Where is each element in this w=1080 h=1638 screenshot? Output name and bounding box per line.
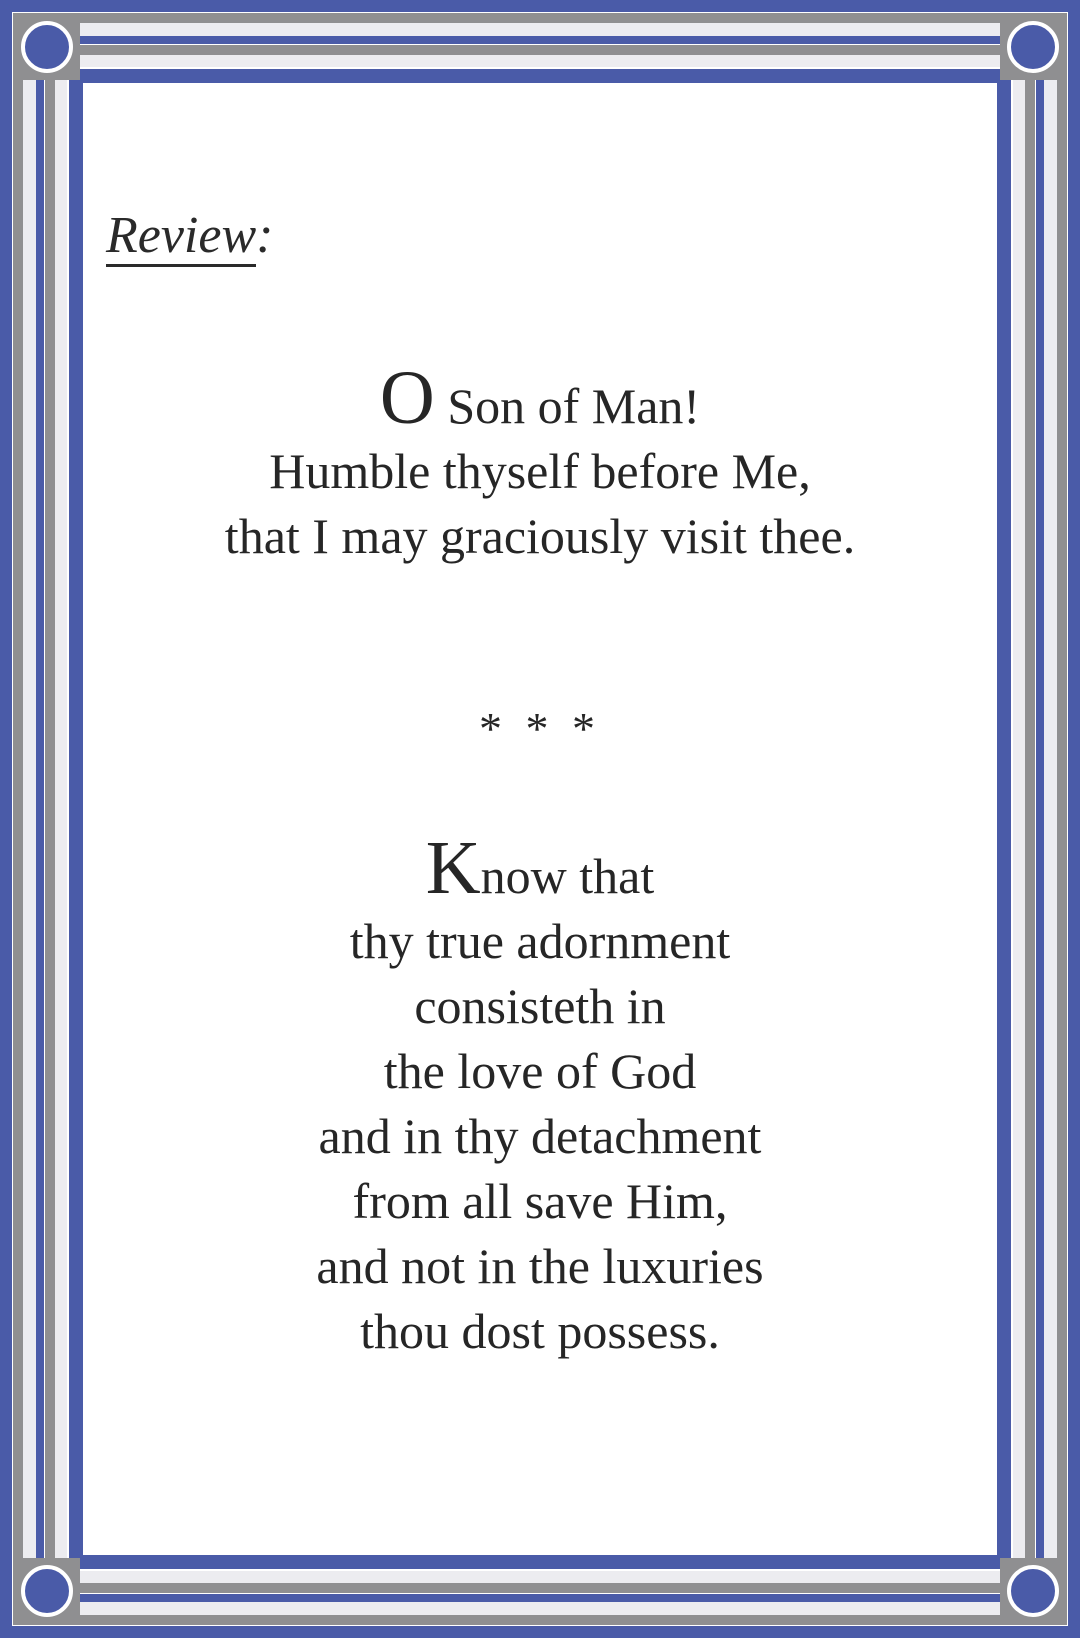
review-heading-word: Review [106, 207, 256, 267]
corner-top-left [14, 14, 80, 80]
verse-line: and not in the luxuries [316, 1238, 764, 1294]
review-heading-colon: : [256, 207, 274, 264]
corner-bottom-right [1000, 1558, 1066, 1624]
verse-line: from all save Him, [352, 1173, 728, 1229]
corner-circle-icon [1009, 1567, 1057, 1615]
verse-first-line-text: now that [480, 848, 655, 904]
verse-line: and in thy detachment [318, 1108, 762, 1164]
verse-first-line [92, 356, 988, 440]
drop-cap: O [379, 356, 435, 440]
review-heading [106, 207, 274, 264]
verse-line: thou dost possess. [360, 1303, 720, 1359]
corner-circle-icon [23, 23, 71, 71]
section-separator: * * * [479, 703, 601, 754]
verse-first-line [92, 826, 988, 910]
drop-cap: K [425, 826, 481, 910]
corner-circle-icon [23, 1567, 71, 1615]
verse-son-of-man [92, 356, 988, 569]
verse-line: consisteth in [414, 978, 666, 1034]
card-content [92, 92, 988, 1546]
verse-line: that I may graciously visit thee. [224, 508, 856, 564]
corner-circle-icon [1009, 23, 1057, 71]
verse-line: the love of God [383, 1043, 697, 1099]
verse-first-line-text: Son of Man! [434, 378, 701, 434]
verse-know-that [92, 826, 988, 1364]
verse-line: Humble thyself before Me, [269, 443, 811, 499]
verse-line: thy true adornment [349, 913, 731, 969]
corner-bottom-left [14, 1558, 80, 1624]
corner-top-right [1000, 14, 1066, 80]
